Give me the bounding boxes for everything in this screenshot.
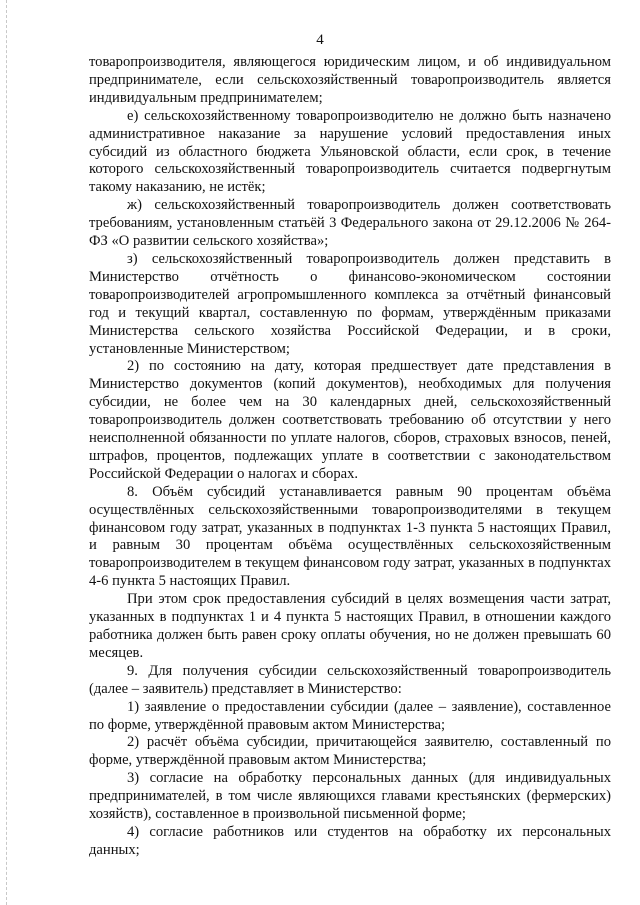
page-edge-line bbox=[6, 0, 7, 905]
paragraph-doc-4: 4) согласие работников или студентов на обработку их персональных данных; bbox=[89, 823, 611, 858]
paragraph-term-note: При этом срок предоставления субсидий в целях возмещения части затрат, указанных в подпунктах 1 и 4 пункта 5 настоящих Правил, в отношении каждого работника должен быть равен сроку оплаты обучения, но не должен превышать 60 месяцев. bbox=[89, 591, 611, 661]
paragraph-continuation: товаропроизводителя, являющегося юридическим лицом, и об индивидуальном предпринимателе, если сельскохозяйственный товаропроизводитель является индивидуальным предпринимателем; bbox=[89, 54, 611, 106]
paragraph-item-e: е) сельскохозяйственному товаропроизводителю не должно быть назначено административное наказание за нарушение условий предоставления иных субсидий из областного бюджета Ульяновской области, если срок, в течение которого сельскохозяйственный товаропроизводитель считается подвергнутым такому наказанию, не истёк; bbox=[89, 107, 611, 196]
paragraph-item-zh: ж) сельскохозяйственный товаропроизводитель должен соответствовать требованиям, установленным статьёй 3 Федерального закона от 29.12.2006 № 264-ФЗ «О развитии сельского хозяйства»; bbox=[89, 197, 611, 250]
paragraph-doc-1: 1) заявление о предоставлении субсидии (далее – заявление), составленное по форме, утверждённой правовым актом Министерства; bbox=[89, 698, 611, 733]
paragraph-clause-9: 9. Для получения субсидии сельскохозяйственный товаропроизводитель (далее – заявитель) представляет в Министерство: bbox=[89, 662, 611, 697]
paragraph-clause-8: 8. Объём субсидий устанавливается равным 90 процентам объёма осуществлённых сельскохозяйственными товаропроизводителями в текущем финансовом году затрат, указанных в подпунктах 1-3 пункта 5 настоящих Правил, и равным 30 процентам объёма осуществлённых сельскохозяйственным товаропроизводителем в текущем финансовом году затрат, указанных в подпунктах 4-6 пункта 5 настоящих Правил. bbox=[89, 483, 611, 590]
paragraph-doc-2: 2) расчёт объёма субсидии, причитающейся заявителю, составленный по форме, утверждённой правовым актом Министерства; bbox=[89, 734, 611, 769]
paragraph-item-z: з) сельскохозяйственный товаропроизводитель должен представить в Министерство отчётность о финансово-экономическом состоянии товаропроизводителей агропромышленного комплекса за отчётный финансовый год и текущий квартал, составленную по формам, утверждённым приказами Министерства сельского хозяйства Российской Федерации, и в сроки, установленные Министерством; bbox=[89, 250, 611, 357]
paragraph-doc-3: 3) согласие на обработку персональных данных (для индивидуальных предпринимателей, в том числе являющихся главами крестьянских (фермерских) хозяйств), составленное в произвольной письменной форме; bbox=[89, 770, 611, 823]
document-body bbox=[89, 54, 611, 860]
paragraph-item-2: 2) по состоянию на дату, которая предшествует дате представления в Министерство документов (копий документов), необходимых для получения субсидии, не более чем на 30 календарных дней, сельскохозяйственный товаропроизводитель должен соответствовать требованию об отсутствии у него неисполненной обязанности по уплате налогов, сборов, страховых взносов, пеней, штрафов, процентов, подлежащих уплате в соответствии с законодательством Российской Федерации о налогах и сборах. bbox=[89, 358, 611, 482]
page-number: 4 bbox=[316, 32, 324, 48]
